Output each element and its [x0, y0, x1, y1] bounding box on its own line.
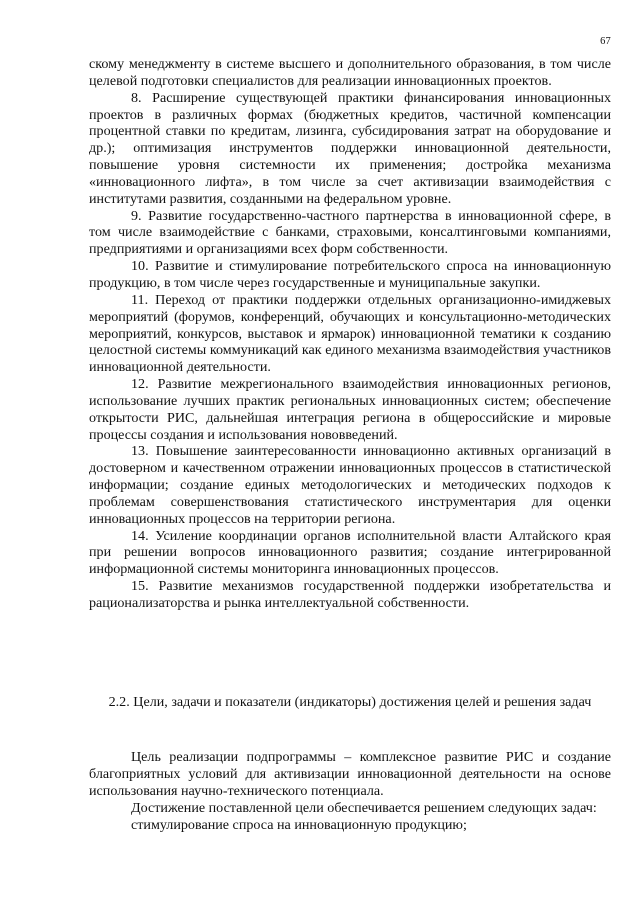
paragraph-item-13: 13. Повышение заинтересованности инновационно активных организаций в достоверном и качественном отражении инновационных процессов в статистической информации; создание единых методологических и методических подходов к проблемам совершенствования статистического инструментария для оценки инновационных процессов на территории региона. — [89, 443, 611, 527]
body-text — [89, 56, 611, 612]
page-number: 67 — [600, 36, 611, 47]
lower-text — [89, 749, 611, 834]
tasks-intro-paragraph: Достижение поставленной цели обеспечивается решением следующих задач: — [131, 800, 597, 816]
paragraph-continuation: скому менеджменту в системе высшего и дополнительного образования, в том числе целевой подготовки специалистов для реализации инновационных проектов. — [89, 56, 611, 89]
goal-paragraph: Цель реализации подпрограммы – комплексное развитие РИС и создание благоприятных условий для активизации инновационной деятельности на основе использования научно-технического потенциала. — [89, 749, 611, 799]
task-item: стимулирование спроса на инновационную продукцию; — [131, 817, 467, 833]
paragraph-item-12: 12. Развитие межрегионального взаимодействия инновационных регионов, использование лучших практик региональных инновационных систем; обеспечение открытости РИС, дальнейшая интеграция региона в общероссийские и мировые процессы создания и использования нововведений. — [89, 376, 611, 443]
paragraph-item-15: 15. Развитие механизмов государственной поддержки изобретательства и рационализаторства и рынка интеллектуальной собственности. — [89, 578, 611, 611]
paragraph-item-8: 8. Расширение существующей практики финансирования инновационных проектов в различных формах (бюджетных кредитов, частичной компенсации процентной ставки по кредитам, лизинга, субсидирования затрат на оборудование и др.); оптимизация инструментов поддержки инновационной деятельности, повышение уровня системности их применения; достройка механизма «инновационного лифта», в том числе за счет активизации взаимодействия с институтами развития, созданными на федеральном уровне. — [89, 89, 611, 207]
paragraph-item-14: 14. Усиление координации органов исполнительной власти Алтайского края при решении вопросов инновационного развития; создание интегрированной информационной системы мониторинга инновационных процессов. — [89, 527, 611, 578]
section-heading: 2.2. Цели, задачи и показатели (индикаторы) достижения целей и решения задач — [108, 694, 592, 710]
paragraph-item-9: 9. Развитие государственно-частного партнерства в инновационной сфере, в том числе взаимодействие с банками, страховыми, консалтинговыми компаниями, предприятиями и организациями всех форм собственности. — [89, 207, 611, 258]
paragraph-item-11: 11. Переход от практики поддержки отдельных организационно-имиджевых мероприятий (форумов, конференций, обучающих и консультационно-методических мероприятий, конкурсов, выставок и ярмарок) инновационной тематики к созданию целостной системы коммуникаций как единого механизма взаимодействия участников инновационной деятельности. — [89, 291, 611, 376]
paragraph-item-10: 10. Развитие и стимулирование потребительского спроса на инновационную продукцию, в том числе через государственные и муниципальные закупки. — [89, 258, 611, 291]
